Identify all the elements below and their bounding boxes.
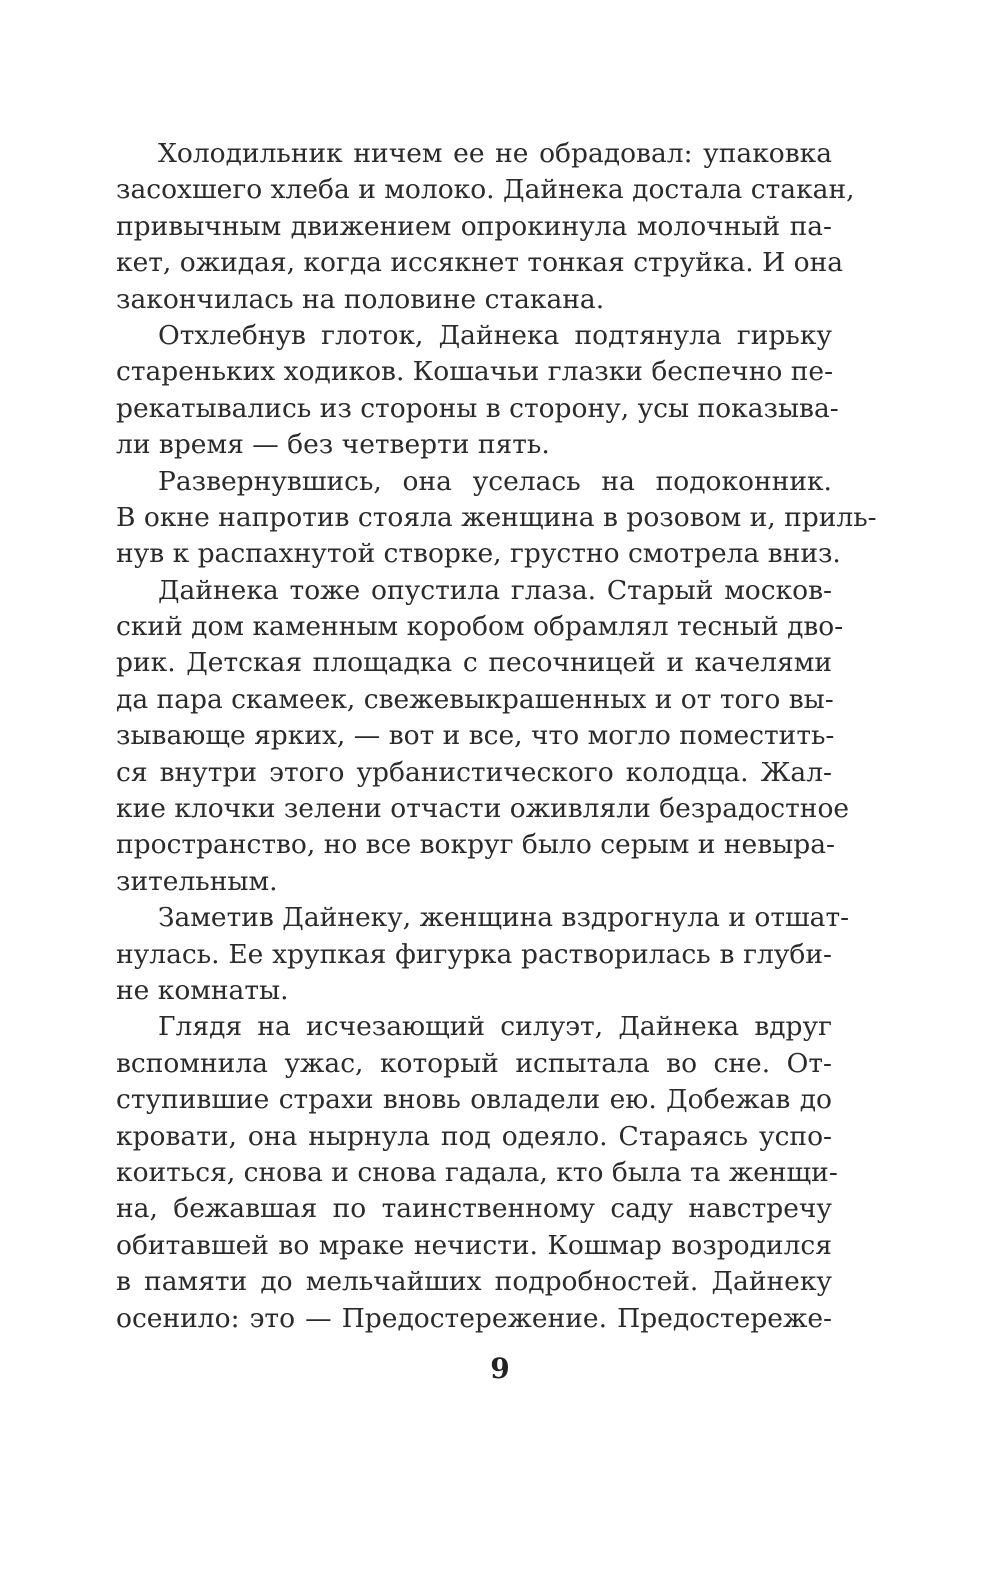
text-line: нув к распахнутой створке, грустно смотрела вниз. <box>116 538 841 570</box>
paragraph <box>116 900 850 1009</box>
text-line: зывающе ярких, — вот и все, что могло поместить- <box>116 720 835 752</box>
text-line: не комнаты. <box>116 974 289 1006</box>
text-line: Заметив Дайнеку, женщина вздрогнула и отшат- <box>158 902 850 934</box>
text-line: кет, ожидая, когда иссякнет тонкая струйка. И она <box>116 247 844 279</box>
paragraph <box>116 464 877 573</box>
text-line: пространство, но все вокруг было серым и невыра- <box>116 829 835 861</box>
text-line: кровати, она нырнула под одеяло. Стараясь успо- <box>116 1120 832 1152</box>
text-line: Развернувшись, она уселась на подоконник. <box>158 465 832 497</box>
text-line: коиться, снова и снова гадала, кто была та женщи- <box>116 1156 838 1188</box>
text-line: да пара скамеек, свежевыкрашенных и от того вы- <box>116 683 834 715</box>
text-line: кие клочки зелени отчасти оживляли безрадостное <box>116 793 850 825</box>
paragraph <box>116 136 855 318</box>
text-line: ся внутри этого урбанистического колодца. Жал- <box>116 756 832 788</box>
text-line: закончилась на половине стакана. <box>116 283 605 315</box>
text-line: Дайнека тоже опустила глаза. Старый москов- <box>158 574 832 606</box>
paragraph <box>116 318 839 464</box>
text-line: рекатывались из стороны в сторону, усы показыва- <box>116 392 839 424</box>
text-line: обитавшей во мраке нечисти. Кошмар возродился <box>116 1229 832 1261</box>
body-text <box>116 136 877 1337</box>
text-line: вспомнила ужас, который испытала во сне. От- <box>116 1047 832 1079</box>
text-line: привычным движением опрокинула молочный па- <box>116 210 832 242</box>
text-line: Холодильник ничем ее не обрадовал: упаковка <box>158 138 832 169</box>
paragraph <box>116 573 850 901</box>
text-line: ли время — без четверти пять. <box>116 429 550 461</box>
text-line: засохшего хлеба и молоко. Дайнека достала стакан, <box>116 174 855 206</box>
text-line: ступившие страхи вновь овладели ею. Добежав до <box>116 1084 832 1116</box>
text-line: осенило: это — Предостережение. Предостереже- <box>116 1302 832 1334</box>
text-line: зительным. <box>116 865 278 897</box>
text-line: на, бежавшая по таинственному саду навстречу <box>116 1193 832 1225</box>
text-line: ский дом каменным коробом обрамлял тесный дво- <box>116 611 844 643</box>
paragraph <box>116 1009 838 1337</box>
page-number: 9 <box>490 1352 510 1385</box>
text-line: нулась. Ее хрупкая фигурка растворилась в глуби- <box>116 938 832 970</box>
text-line: в памяти до мельчайших подробностей. Дайнеку <box>116 1266 832 1298</box>
text-line: Отхлебнув глоток, Дайнека подтянула гирьку <box>158 319 832 351</box>
text-line: В окне напротив стояла женщина в розовом и, приль- <box>116 501 877 533</box>
text-line: стареньких ходиков. Кошачьи глазки беспечно пе- <box>116 356 834 388</box>
text-line: рик. Детская площадка с песочницей и качелями <box>116 647 832 679</box>
text-line: Глядя на исчезающий силуэт, Дайнека вдруг <box>158 1011 832 1043</box>
